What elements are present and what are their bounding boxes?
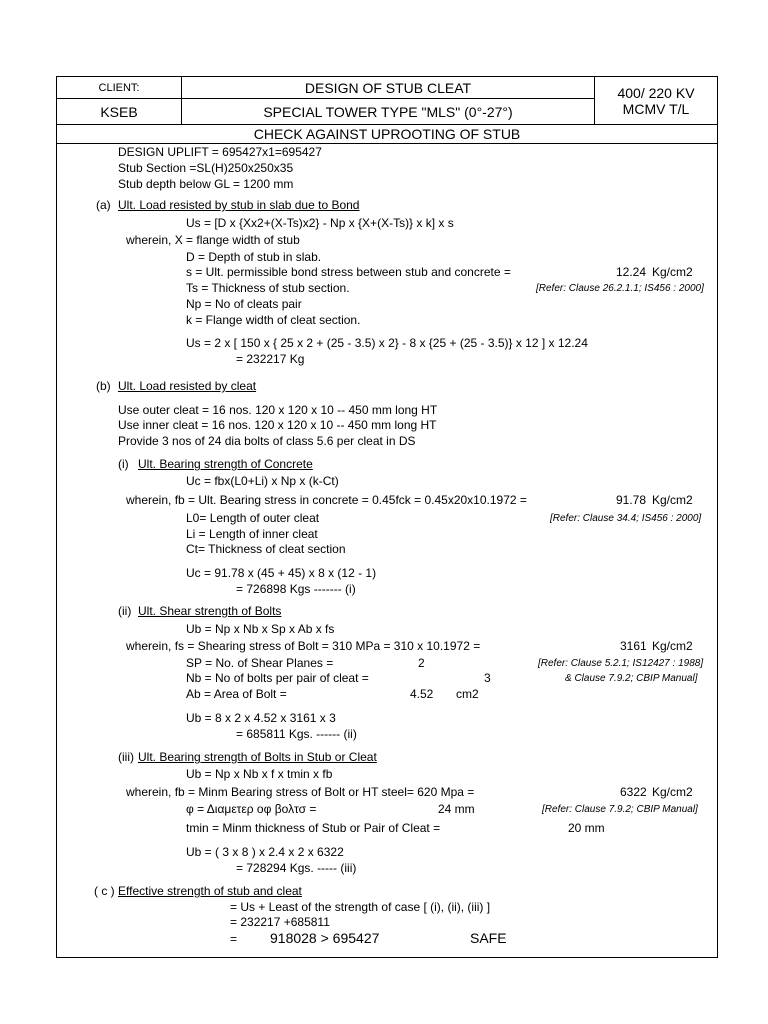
ii-nb-value: 3: [484, 671, 491, 685]
iii-wherein: wherein, fb = Minm Bearing stress of Bolt or HT steel= 620 Mpa =: [126, 785, 475, 799]
iii-tmin: tmin = Minm thickness of Stub or Pair of Cleat =: [186, 821, 441, 835]
client-label-cell: [56, 76, 182, 99]
iii-tmin-value: 20 mm: [568, 821, 605, 835]
design-uplift: DESIGN UPLIFT = 695427x1=695427: [118, 145, 322, 159]
i-calc: Uc = 91.78 x (45 + 45) x 8 x (12 - 1): [186, 566, 377, 580]
a-k: k = Flange width of cleat section.: [186, 313, 361, 327]
i-label: (i): [118, 457, 129, 471]
a-reference: [Refer: Clause 26.2.1.1; IS456 : 2000]: [536, 283, 704, 294]
a-calc: Us = 2 x [ 150 x { 25 x 2 + (25 - 3.5) x 2} - 8 x {25 + (25 - 3.5)} x 12 ] x 12.24: [186, 336, 588, 350]
ii-nb: Nb = No of bolts per pair of cleat =: [186, 671, 369, 685]
section-b-heading: Ult. Load resisted by cleat: [118, 379, 257, 393]
a-wherein: wherein, X = flange width of stub: [126, 233, 300, 247]
i-li: Li = Length of inner cleat: [186, 527, 318, 541]
i-ct: Ct= Thickness of cleat section: [186, 542, 346, 556]
a-formula: Us = [D x {Xx2+(X-Ts)x2} - Np x {X+(X-Ts)} x k] x s: [186, 216, 454, 230]
section-cell: [56, 124, 718, 144]
ii-result: = 685811 Kgs. ------ (ii): [236, 727, 357, 741]
a-label: (a): [96, 198, 111, 212]
a-bond-stress: s = Ult. permissible bond stress between stub and concrete =: [186, 265, 511, 279]
b-outer-cleat: Use outer cleat = 16 nos. 120 x 120 x 10 -- 450 mm long HT: [118, 403, 438, 417]
i-value: 91.78: [616, 493, 647, 507]
section-iii-heading: Ult. Bearing strength of Bolts in Stub or Cleat: [138, 750, 377, 764]
i-l0: L0= Length of outer cleat: [186, 511, 320, 525]
tower-type: SPECIAL TOWER TYPE "MLS" (0°-27°): [263, 103, 513, 120]
title1-cell: [181, 76, 595, 99]
iii-calc: Ub = ( 3 x 8 ) x 2.4 x 2 x 6322: [186, 845, 344, 859]
iii-formula: Ub = Np x Nb x f x tmin x fb: [186, 767, 333, 781]
line-name: MCMV T/L: [622, 100, 690, 117]
safe-status: SAFE: [470, 930, 507, 946]
voltage-line: 400/ 220 KV: [617, 84, 695, 101]
a-bond-value: 12.24: [616, 265, 647, 279]
i-unit: Kg/cm2: [652, 493, 693, 507]
c-label: ( c ): [94, 884, 115, 898]
iii-label: (iii): [118, 750, 134, 764]
section-title: CHECK AGAINST UPROOTING OF STUB: [253, 126, 521, 142]
ii-calc: Ub = 8 x 2 x 4.52 x 3161 x 3: [186, 711, 336, 725]
b-inner-cleat: Use inner cleat = 16 nos. 120 x 120 x 10 -- 450 mm long HT: [118, 418, 437, 432]
iii-phi-value: 24 mm: [438, 802, 475, 816]
iii-phi: φ = Διαμετερ οφ βολτσ =: [186, 802, 317, 816]
ii-ab-unit: cm2: [456, 687, 479, 701]
header-table: [56, 76, 718, 144]
doc-title: DESIGN OF STUB CLEAT: [304, 79, 472, 96]
i-reference: [Refer: Clause 34.4; IS456 : 2000]: [550, 513, 702, 524]
section-c-heading: Effective strength of stub and cleat: [118, 884, 302, 898]
ii-value: 3161: [620, 639, 647, 653]
a-depth: D = Depth of stub in slab.: [186, 250, 322, 264]
client-value: KSEB: [100, 103, 138, 120]
section-i-heading: Ult. Bearing strength of Concrete: [138, 457, 313, 471]
a-bond-unit: Kg/cm2: [652, 265, 693, 279]
b-label: (b): [96, 379, 111, 393]
c-total: 918028 > 695427: [270, 930, 380, 946]
section-a-heading: Ult. Load resisted by stub in slab due to Bond: [118, 198, 360, 212]
ii-wherein: wherein, fs = Shearing stress of Bolt = 310 MPa = 310 x 10.1972 =: [126, 639, 481, 653]
iii-result: = 728294 Kgs. ----- (iii): [236, 861, 357, 875]
a-np: Np = No of cleats pair: [186, 297, 302, 311]
c-line2: = 232217 +685811: [230, 915, 330, 929]
a-result: = 232217 Kg: [236, 352, 305, 366]
iii-unit: Kg/cm2: [652, 785, 693, 799]
i-formula: Uc = fbx(L0+Li) x Np x (k-Ct): [186, 474, 339, 488]
stub-depth: Stub depth below GL = 1200 mm: [118, 177, 294, 191]
ii-reference2: & Clause 7.9.2; CBIP Manual]: [565, 673, 698, 684]
ii-ab-value: 4.52: [410, 687, 434, 701]
i-result: = 726898 Kgs ------- (i): [236, 582, 356, 596]
ii-reference1: [Refer: Clause 5.2.1; IS12427 : 1988]: [538, 658, 704, 669]
c-equals: =: [230, 932, 238, 946]
ii-sp: SP = No. of Shear Planes =: [186, 656, 334, 670]
client-value-cell: [56, 98, 182, 125]
title2-cell: [181, 98, 595, 125]
section-ii-heading: Ult. Shear strength of Bolts: [138, 604, 282, 618]
stub-section: Stub Section =SL(H)250x250x35: [118, 161, 294, 175]
ii-label: (ii): [118, 604, 132, 618]
ii-sp-value: 2: [418, 656, 425, 670]
iii-reference: [Refer: Clause 7.9.2; CBIP Manual]: [542, 804, 698, 815]
iii-value: 6322: [620, 785, 647, 799]
ii-ab: Ab = Area of Bolt =: [186, 687, 287, 701]
ii-unit: Kg/cm2: [652, 639, 693, 653]
i-wherein: wherein, fb = Ult. Bearing stress in concrete = 0.45fck = 0.45x20x10.1972 =: [126, 493, 527, 507]
voltage-cell: [594, 76, 718, 125]
c-line1: = Us + Least of the strength of case [ (i), (ii), (iii) ]: [230, 900, 491, 914]
b-bolts: Provide 3 nos of 24 dia bolts of class 5.6 per cleat in DS: [118, 434, 416, 448]
ii-formula: Ub = Np x Nb x Sp x Ab x fs: [186, 622, 335, 636]
client-label: CLIENT:: [98, 81, 140, 94]
a-thickness: Ts = Thickness of stub section.: [186, 281, 350, 295]
